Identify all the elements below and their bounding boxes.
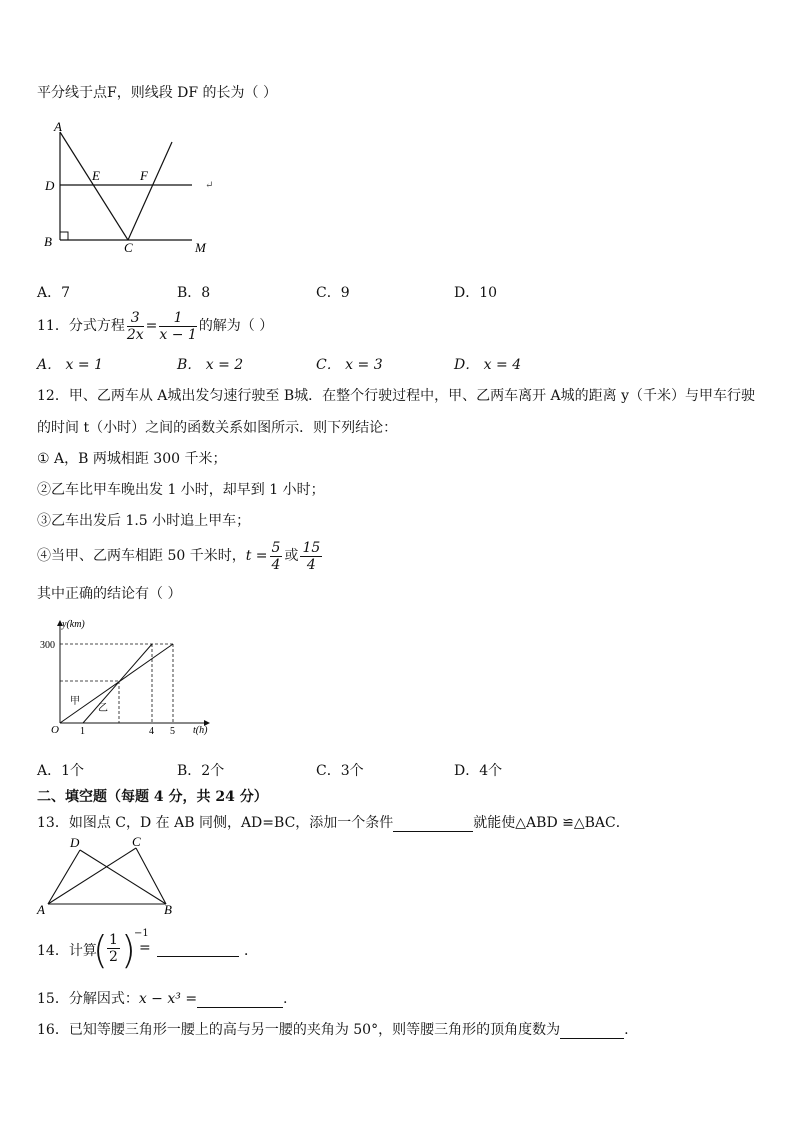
q12-option-c[interactable]: C．3个 [316,763,364,779]
series-jia-line [60,644,173,723]
series-yi-label: 乙 [98,703,108,714]
q12-option-d[interactable]: D．4个 [454,763,503,779]
x-tick-5: 5 [170,726,175,737]
section-2-heading: 二、填空题（每题 4 分，共 24 分） [37,789,268,805]
label-B: B [164,902,172,917]
series-yi-line [83,644,152,723]
q12-question: 其中正确的结论有（ ） [37,586,182,602]
q12-conclusion-3: ③乙车出发后 1.5 小时追上甲车； [37,513,251,529]
y-axis-label: y(km) [62,619,85,630]
q12-line-2: 的时间 t（小时）之间的函数关系如图所示．则下列结论： [37,420,398,436]
q12-line-1: 12．甲、乙两车从 A城出发匀速行驶至 B城．在整个行驶过程中，甲、乙两车离开 A城的距离 y（千米）与甲车行驶 [37,388,756,404]
x-tick-4: 4 [149,726,154,737]
x-axis-label: t(h) [193,725,208,736]
q11-prefix: 11．分式方程 [37,318,125,334]
q12-option-a[interactable]: A．1个 [37,763,85,779]
q16-stem: 16．已知等腰三角形一腰上的高与另一腰的夹角为 50°，则等腰三角形的顶角度数为 . [37,1022,629,1038]
return-mark-icon: ↵ [205,180,214,191]
q12-conclusion-4: ④当甲、乙两车相距 50 千米时，t = $\frac{5}{4}$ 或 $\frac{15}{4}$ [37,539,321,573]
label-A: A [37,902,45,917]
q11-fraction-1: $\frac{3}{2x}$ [126,309,144,343]
q12-conclusion-1: ① A，B 两城相距 300 千米； [37,451,227,467]
q11-equals: = [145,318,158,334]
q12-conclusion-2: ②乙车比甲车晚出发 1 小时，却早到 1 小时； [37,482,325,498]
q10-option-d[interactable]: D．10 [454,285,498,301]
q14-stem: 14．计算 ( $\frac{1}{2}$ ) −1 = ． [37,928,258,972]
label-D: D [45,178,55,193]
origin-label: O [51,724,59,736]
q11-option-d[interactable]: D． x = 4 [454,357,522,373]
label-D: D [70,835,80,850]
q15-answer-blank[interactable] [197,991,283,1008]
q11-option-b[interactable]: B． x = 2 [177,357,244,373]
q11-suffix: 的解为（ ） [198,318,274,334]
q10-option-c[interactable]: C．9 [316,285,350,301]
q12-option-b[interactable]: B．2个 [177,763,225,779]
q11-stem [37,306,273,346]
y-tick-300: 300 [40,640,55,651]
q11-option-c[interactable]: C． x = 3 [316,357,383,373]
label-M: M [195,240,206,255]
q14-answer-blank[interactable] [157,940,239,957]
q12-graph [35,617,215,741]
label-C: C [132,834,141,849]
q10-stem-tail: 平分线于点F，则线段 DF 的长为（ ） [37,85,278,101]
q13-answer-blank[interactable] [393,815,473,832]
q13-stem: 13．如图点 C，D 在 AB 同侧，AD=BC，添加一个条件 就能使△ABD ≌△BAC． [37,815,630,831]
label-A: A [54,119,62,134]
label-E: E [92,168,100,183]
q16-answer-blank[interactable] [560,1022,624,1039]
q10-option-b[interactable]: B．8 [177,285,211,301]
q15-stem: 15．分解因式：x − x³ = . [37,991,288,1007]
q11-fraction-2: $\frac{1}{x - 1}$ [159,309,197,343]
q10-option-a[interactable]: A．7 [37,285,71,301]
label-F: F [140,168,148,183]
x-tick-1: 1 [80,726,85,737]
label-C: C [124,240,133,255]
series-jia-label: 甲 [70,696,80,707]
label-B: B [44,234,52,249]
q11-option-a[interactable]: A． x = 1 [37,357,103,373]
q10-figure [40,118,225,258]
q13-figure [36,834,186,918]
